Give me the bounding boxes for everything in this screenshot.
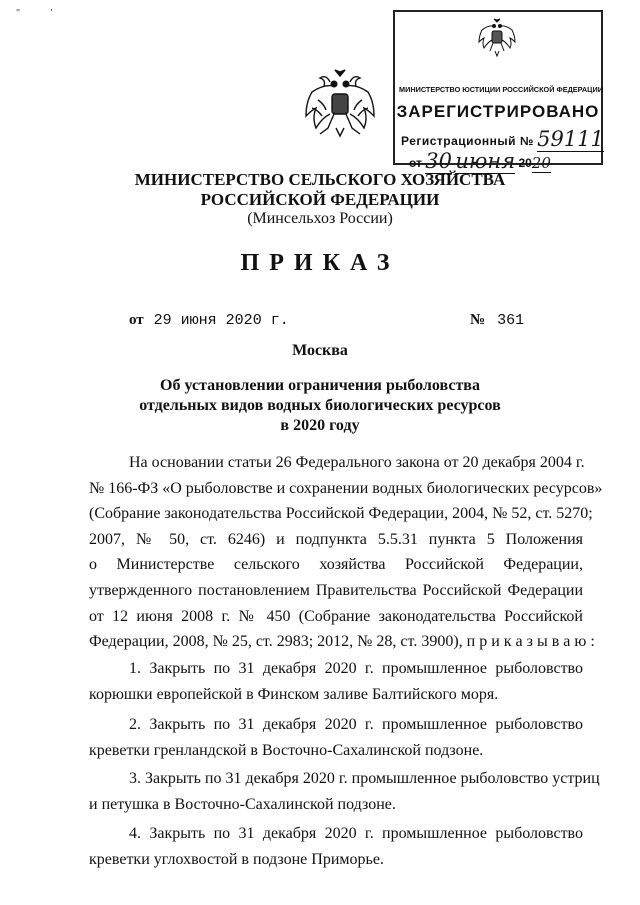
- ministry-name-line2: РОССИЙСКОЙ ФЕДЕРАЦИИ: [200, 190, 440, 209]
- ministry-short-name: (Минсельхоз России): [247, 210, 393, 227]
- stamp-ministry-name: МИНИСТЕРСТВО ЮСТИЦИИ РОССИЙСКОЙ ФЕДЕРАЦИИ: [399, 85, 603, 94]
- stamp-date-year: 20: [531, 154, 551, 172]
- item-line: креветки гренландской в Восточно-Сахалинской подзоне.: [89, 741, 484, 759]
- item-line: 2. Закрыть по 31 декабря 2020 г. промышленное рыболовство: [129, 716, 583, 733]
- subject-line-3: в 2020 году: [280, 417, 360, 434]
- registration-stamp: [393, 10, 604, 173]
- preamble-line: Федерации, 2008, № 25, ст. 2983; 2012, № 28, ст. 3900), п р и к а з ы в а ю :: [89, 633, 595, 651]
- order-number-prefix: №: [470, 312, 486, 328]
- stamp-date-day: 30: [425, 149, 452, 173]
- order-item-3: [89, 766, 600, 817]
- stamp-emblem-icon: [477, 18, 517, 60]
- item-line: корюшки европейской в Финском заливе Балтийского моря.: [89, 685, 499, 703]
- order-item-1: [89, 656, 583, 707]
- item-line: креветки углохвостой в подзоне Приморье.: [89, 850, 384, 868]
- stamp-date-month: июня: [455, 149, 516, 173]
- item-line: 1. Закрыть по 31 декабря 2020 г. промышленное рыболовство: [129, 660, 583, 677]
- subject-line-2: отдельных видов водных биологических ресурсов: [139, 397, 501, 414]
- order-date: [129, 312, 289, 329]
- subject-line-1: Об установлении ограничения рыболовства: [160, 377, 480, 394]
- ministry-name-line1: МИНИСТЕРСТВО СЕЛЬСКОГО ХОЗЯЙСТВА: [134, 170, 506, 189]
- stamp-date-prefix: от: [409, 156, 422, 170]
- coat-of-arms-emblem: [300, 66, 380, 156]
- preamble-line: утвержденного постановлением Правительства Российской Федерации: [89, 581, 583, 599]
- preamble-line: № 166-ФЗ «О рыболовстве и сохранении водных биологических ресурсов»: [89, 479, 603, 497]
- item-line: 3. Закрыть по 31 декабря 2020 г. промышленное рыболовство устриц: [129, 770, 600, 787]
- order-date-value: 29 июня 2020 г.: [153, 312, 289, 329]
- order-city: Москва: [292, 342, 348, 359]
- order-item-2: [89, 712, 583, 763]
- preamble-line: от 12 июня 2008 г. № 450 (Собрание законодательства Российской: [89, 607, 583, 625]
- stamp-registration-number: 59111: [537, 127, 604, 151]
- preamble-line: (Собрание законодательства Российской Федерации, 2004, № 52, ст. 5270;: [89, 505, 593, 523]
- order-number: [470, 312, 524, 329]
- preamble-line: 2007, № 50, ст. 6246) и подпункта 5.5.31 пункта 5 Положения: [89, 530, 583, 548]
- item-line: и петушка в Восточно-Сахалинской подзоне.: [89, 795, 396, 813]
- order-item-4: [89, 821, 583, 872]
- stamp-date-year-prefix: 20: [518, 156, 532, 170]
- stamp-registered-label: ЗАРЕГИСТРИРОВАНО: [396, 102, 600, 121]
- order-date-prefix: от: [129, 312, 144, 328]
- preamble-line: о Министерстве сельского хозяйства Российской Федерации,: [89, 556, 583, 574]
- order-number-value: 361: [497, 312, 525, 329]
- document-type-title: ПРИКАЗ: [240, 250, 400, 276]
- stamp-registration-label: Регистрационный №: [401, 134, 534, 148]
- preamble-line: На основании статьи 26 Федерального закона от 20 декабря 2004 г.: [129, 454, 585, 471]
- preamble-paragraph: [89, 450, 603, 655]
- item-line: 4. Закрыть по 31 декабря 2020 г. промышленное рыболовство: [129, 825, 583, 842]
- corner-marks: " ': [16, 8, 67, 19]
